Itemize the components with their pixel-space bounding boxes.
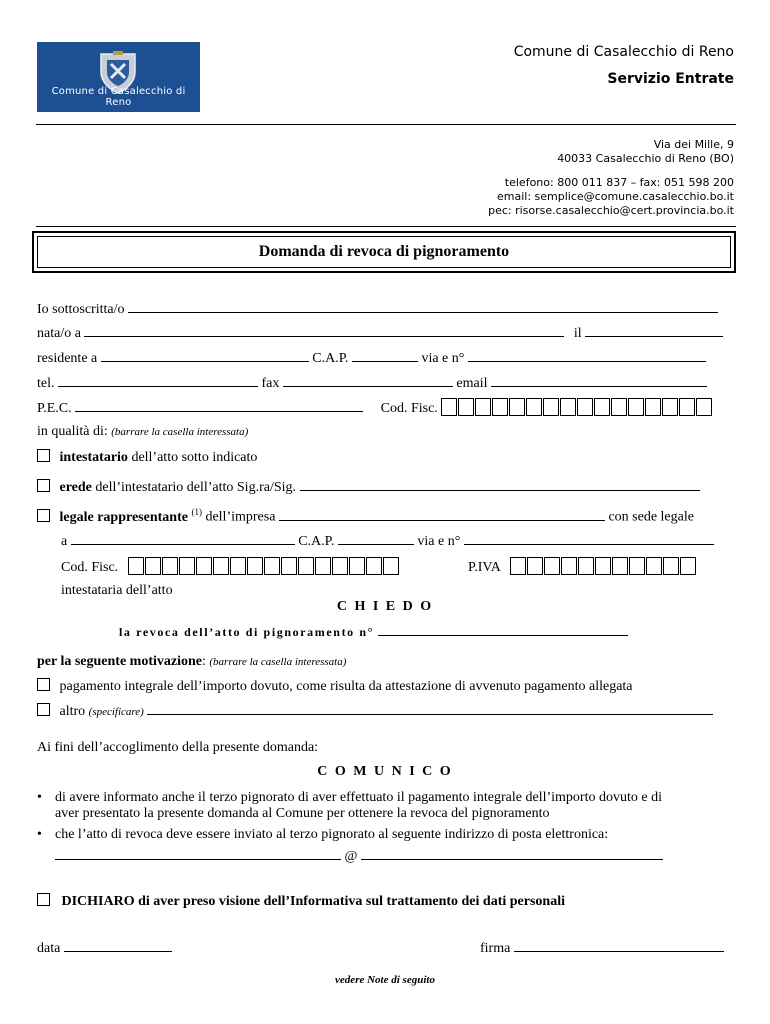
- field-codfisc-impresa[interactable]: [128, 557, 399, 575]
- char-box[interactable]: [179, 557, 195, 575]
- field-tel[interactable]: [58, 374, 258, 387]
- label-sede-legale: con sede legale: [608, 509, 694, 525]
- char-box[interactable]: [527, 557, 543, 575]
- contact-pec: pec: risorse.casalecchio@cert.provincia.bo.it: [488, 204, 734, 217]
- field-email[interactable]: [491, 374, 707, 387]
- char-box[interactable]: [298, 557, 314, 575]
- contact-block: [488, 176, 734, 218]
- servizio-name: Servizio Entrate: [607, 71, 734, 87]
- row-piva: [468, 557, 696, 576]
- field-data-nascita[interactable]: [585, 324, 723, 337]
- field-firma[interactable]: [514, 939, 724, 952]
- field-sede-citta[interactable]: [71, 532, 295, 545]
- field-pec[interactable]: [75, 399, 363, 412]
- comune-logo: [37, 42, 200, 112]
- char-box[interactable]: [526, 398, 542, 416]
- label-qualita: in qualità di:: [37, 424, 108, 439]
- field-residenza[interactable]: [101, 349, 309, 362]
- label-cap: C.A.P.: [312, 351, 349, 366]
- label-data: data: [37, 941, 61, 956]
- char-box[interactable]: [349, 557, 365, 575]
- char-box[interactable]: [594, 398, 610, 416]
- row-motivazione: [37, 654, 346, 670]
- char-box[interactable]: [543, 398, 559, 416]
- checkbox-legale-rappresentante[interactable]: [37, 509, 50, 522]
- row-pec: [37, 398, 712, 417]
- label-piva: P.IVA: [468, 560, 501, 575]
- checkbox-intestatario[interactable]: [37, 449, 50, 462]
- field-pec-domain[interactable]: [361, 847, 663, 860]
- char-box[interactable]: [662, 398, 678, 416]
- char-box[interactable]: [510, 557, 526, 575]
- row-sede: [61, 532, 714, 550]
- qualita-note: (barrare la casella interessata): [111, 426, 249, 438]
- char-box[interactable]: [560, 398, 576, 416]
- field-cap-sede[interactable]: [338, 532, 414, 545]
- document-title: Domanda di revoca di pignoramento: [37, 236, 731, 268]
- char-box[interactable]: [264, 557, 280, 575]
- row-firma: [480, 939, 724, 957]
- checkbox-pagamento[interactable]: [37, 678, 50, 691]
- row-nato: [37, 324, 723, 342]
- header-divider: [36, 124, 736, 125]
- row-codfisc-impresa: [61, 557, 399, 576]
- option-erede-text: dell’intestatario dell’atto Sig.ra/Sig.: [91, 480, 297, 495]
- char-box[interactable]: [561, 557, 577, 575]
- char-box[interactable]: [663, 557, 679, 575]
- option-pagamento: [37, 678, 633, 695]
- char-box[interactable]: [611, 398, 627, 416]
- char-box[interactable]: [646, 557, 662, 575]
- char-box[interactable]: [230, 557, 246, 575]
- option-pagamento-text: pagamento integrale dell’importo dovuto, come risulta da attestazione di avvenuto pagamento allegata: [59, 679, 633, 694]
- footer-note: vedere Note di seguito: [335, 974, 435, 986]
- char-box[interactable]: [578, 557, 594, 575]
- char-box[interactable]: [628, 398, 644, 416]
- motivazione-note: (barrare la casella interessata): [209, 656, 347, 668]
- row-dichiaro: [37, 893, 565, 910]
- dichiaro-text: DICHIARO di aver preso visione dell’Informativa sul trattamento dei dati personali: [61, 894, 565, 909]
- char-box[interactable]: [196, 557, 212, 575]
- footnote-ref: (1): [191, 507, 202, 517]
- field-luogo-nascita[interactable]: [84, 324, 564, 337]
- option-erede-bold: erede: [59, 480, 92, 495]
- label-sottoscritto: Io sottoscritta/o: [37, 302, 125, 317]
- char-box[interactable]: [509, 398, 525, 416]
- label-codfisc: Cod. Fisc.: [380, 401, 438, 416]
- field-nome[interactable]: [128, 300, 718, 313]
- char-box[interactable]: [680, 557, 696, 575]
- option-legale-text: dell’impresa: [201, 509, 276, 525]
- label-firma: firma: [480, 941, 511, 956]
- char-box[interactable]: [679, 398, 695, 416]
- field-cap[interactable]: [352, 349, 418, 362]
- bullet-1-line-1: di avere informato anche il terzo pignorato di aver effettuato il pagamento integrale dell’importo dovuto e di: [55, 790, 662, 805]
- contact-email: email: semplice@comune.casalecchio.bo.it: [497, 190, 734, 203]
- label-il: il: [573, 326, 582, 341]
- label-tel: tel.: [37, 376, 55, 391]
- char-box[interactable]: [696, 398, 712, 416]
- char-box[interactable]: [612, 557, 628, 575]
- address-line-1: Via dei Mille, 9: [653, 138, 734, 151]
- field-piva[interactable]: [510, 557, 696, 575]
- label-intestataria: intestataria dell’atto: [61, 583, 173, 598]
- field-pec-user[interactable]: [55, 847, 341, 860]
- char-box[interactable]: [492, 398, 508, 416]
- char-box[interactable]: [128, 557, 144, 575]
- label-nato: nata/o a: [37, 326, 81, 341]
- label-cap-sede: C.A.P.: [298, 534, 335, 549]
- bullet-1: [37, 790, 757, 822]
- char-box[interactable]: [247, 557, 263, 575]
- bullet-1-line-2: aver presentato la presente domanda al Comune per ottenere la revoca del pignoramento: [55, 806, 550, 821]
- field-numero-atto[interactable]: [378, 623, 628, 636]
- char-box[interactable]: [383, 557, 399, 575]
- at-sign: @: [344, 849, 358, 864]
- row-residente: [37, 349, 706, 367]
- label-via: via e n°: [421, 351, 465, 366]
- address-line-2: 40033 Casalecchio di Reno (BO): [557, 152, 734, 165]
- bullet-2: [37, 827, 757, 843]
- field-fax[interactable]: [283, 374, 453, 387]
- char-box[interactable]: [366, 557, 382, 575]
- field-altro[interactable]: [147, 702, 713, 715]
- field-codice-fiscale[interactable]: [441, 398, 712, 416]
- char-box[interactable]: [281, 557, 297, 575]
- option-intestatario: [37, 449, 257, 466]
- char-box[interactable]: [645, 398, 661, 416]
- row-qualita: [37, 424, 248, 440]
- label-a: a: [61, 534, 68, 549]
- char-box[interactable]: [145, 557, 161, 575]
- field-via[interactable]: [468, 349, 706, 362]
- comunico-heading: C O M U N I C O: [317, 764, 453, 779]
- label-pec: P.E.C.: [37, 401, 72, 416]
- char-box[interactable]: [458, 398, 474, 416]
- row-data: [37, 939, 172, 957]
- option-altro-note: (specificare): [88, 706, 144, 718]
- option-altro: [37, 702, 713, 720]
- char-box[interactable]: [475, 398, 491, 416]
- option-intestatario-bold: intestatario: [59, 450, 128, 465]
- label-residente: residente a: [37, 351, 98, 366]
- row-sottoscritto: [37, 300, 718, 318]
- field-impresa[interactable]: [279, 508, 605, 521]
- char-box[interactable]: [315, 557, 331, 575]
- char-box[interactable]: [441, 398, 457, 416]
- title-divider: [36, 226, 736, 227]
- char-box[interactable]: [595, 557, 611, 575]
- char-box[interactable]: [544, 557, 560, 575]
- char-box[interactable]: [629, 557, 645, 575]
- contact-phone: telefono: 800 011 837 – fax: 051 598 200: [504, 176, 734, 189]
- label-via-sede: via e n°: [417, 534, 461, 549]
- char-box[interactable]: [213, 557, 229, 575]
- comune-name: Comune di Casalecchio di Reno: [513, 44, 734, 60]
- char-box[interactable]: [332, 557, 348, 575]
- checkbox-dichiaro[interactable]: [37, 893, 50, 906]
- char-box[interactable]: [577, 398, 593, 416]
- option-intestatario-text: dell’atto sotto indicato: [127, 450, 258, 465]
- bullet-2-text: che l’atto di revoca deve essere inviato al terzo pignorato al seguente indirizzo di posta elettronica:: [55, 827, 609, 842]
- row-pec-terzo: [55, 847, 663, 865]
- logo-text: Comune di Casalecchio di Reno: [51, 86, 186, 108]
- label-fax: fax: [261, 376, 280, 391]
- option-legale-bold: legale rappresentante: [59, 509, 188, 525]
- row-revoca: [119, 623, 628, 641]
- label-email: email: [456, 376, 488, 391]
- checkbox-altro[interactable]: [37, 703, 50, 716]
- field-data[interactable]: [64, 939, 172, 952]
- option-legale: [37, 507, 694, 526]
- bullet-dot-icon: •: [37, 827, 42, 842]
- comunico-intro: Ai fini dell’accoglimento della presente domanda:: [37, 740, 319, 755]
- row-contatti: [37, 374, 707, 392]
- field-sig[interactable]: [300, 478, 700, 491]
- motivazione-colon: :: [202, 654, 206, 669]
- field-via-sede[interactable]: [464, 532, 714, 545]
- bullet-dot-icon: •: [37, 790, 42, 805]
- option-altro-text: altro: [59, 704, 86, 719]
- chiedo-heading: C H I E D O: [336, 599, 434, 614]
- motivazione-label: per la seguente motivazione: [37, 654, 202, 669]
- checkbox-erede[interactable]: [37, 479, 50, 492]
- label-codfisc-impresa: Cod. Fisc.: [61, 560, 119, 575]
- revoca-text: la revoca dell’atto di pignoramento n°: [119, 625, 375, 639]
- address-block: [557, 138, 734, 166]
- option-erede: [37, 478, 700, 496]
- document-title-frame: [32, 231, 736, 273]
- char-box[interactable]: [162, 557, 178, 575]
